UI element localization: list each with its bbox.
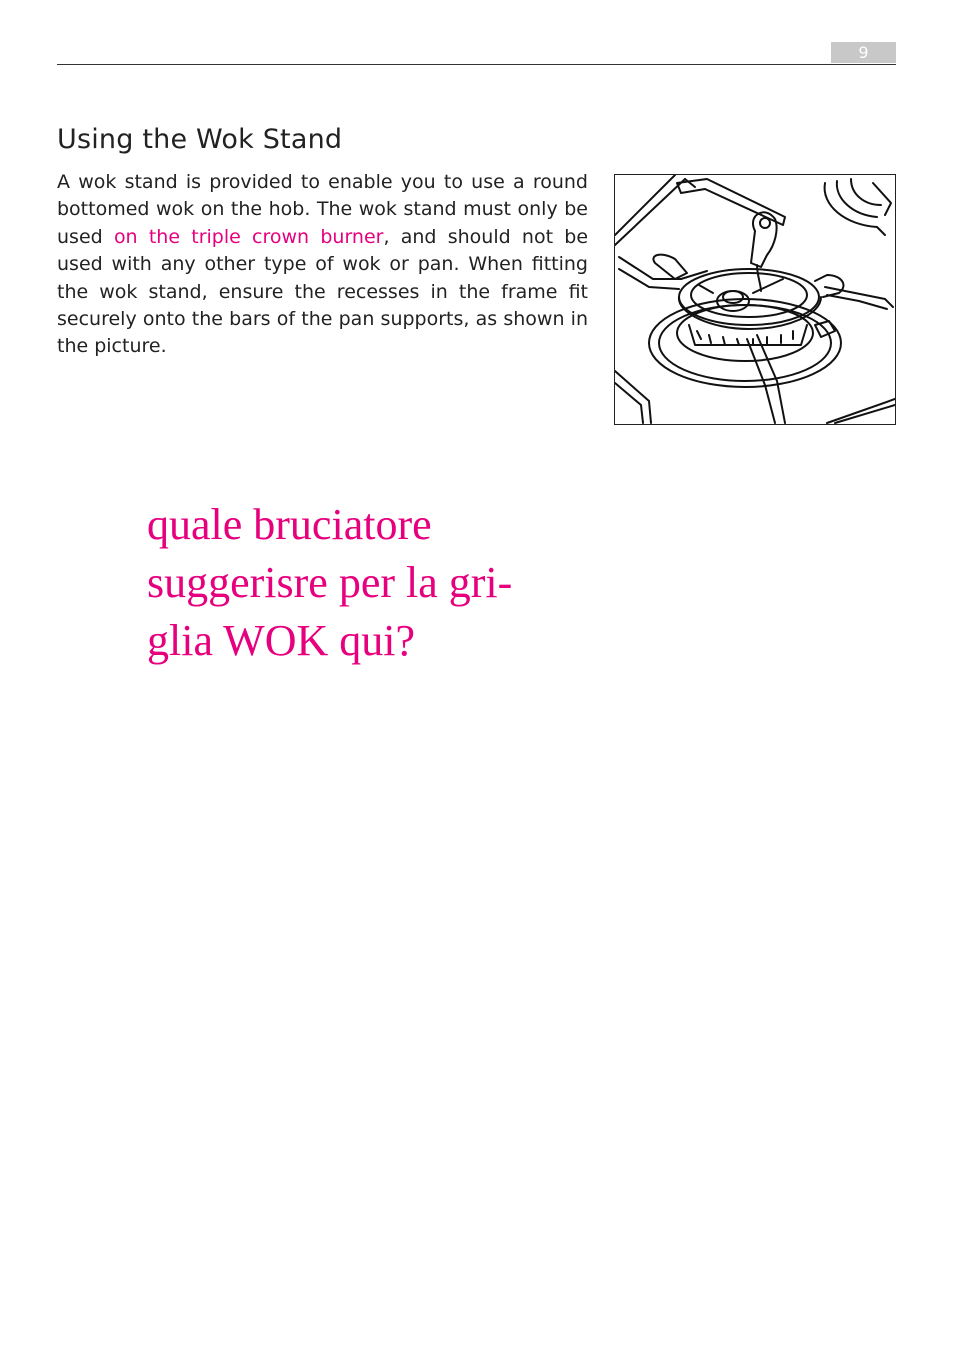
body-text-end: , and should not be used with any other type of wok or pan. When fitting the wok stand, ensure the recesses in the frame fit securely onto the bars of the pan supports, as shown in the picture.	[57, 225, 589, 358]
annotation-note	[147, 496, 607, 670]
section-title: Using the Wok Stand	[57, 124, 343, 155]
wok-stand-illustration	[614, 174, 896, 425]
annotation-line-2: suggerisre per la gri-	[147, 558, 513, 607]
page-number: 9	[831, 42, 896, 63]
section-body	[57, 169, 588, 361]
body-text-highlight: on the triple crown burner	[113, 225, 384, 248]
header-rule	[57, 64, 896, 65]
annotation-line-3: glia WOK qui?	[147, 616, 416, 665]
body-text-start: A wok stand is provided to enable you to use a round bottomed wok on the hob. The wok stand must only be used	[57, 171, 588, 248]
annotation-line-1: quale bruciatore	[147, 500, 432, 549]
